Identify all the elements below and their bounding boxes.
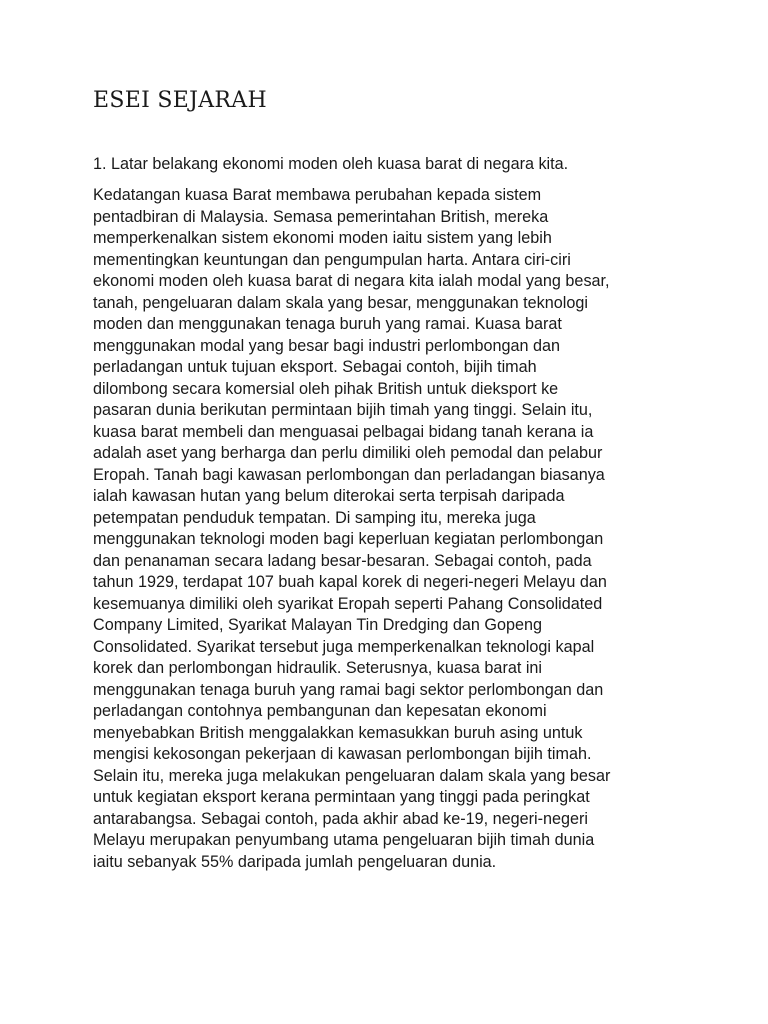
paragraph-line: perladangan contohnya pembangunan dan kepesatan ekonomi <box>93 702 547 720</box>
paragraph-line: adalah aset yang berharga dan perlu dimiliki oleh pemodal dan pelabur <box>93 444 603 462</box>
paragraph-line: untuk kegiatan eksport kerana permintaan yang tinggi pada peringkat <box>93 788 590 806</box>
paragraph-line: iaitu sebanyak 55% daripada jumlah pengeluaran dunia. <box>93 852 497 871</box>
paragraph-line: moden dan menggunakan tenaga buruh yang ramai. Kuasa barat <box>93 315 562 333</box>
paragraph-line: Melayu merupakan penyumbang utama pengeluaran bijih timah dunia <box>93 831 595 849</box>
paragraph-line: mementingkan keuntungan dan pengumpulan harta. Antara ciri-ciri <box>93 250 571 269</box>
paragraph-line: antarabangsa. Sebagai contoh, pada akhir abad ke-19, negeri-negeri <box>93 809 588 828</box>
paragraph-line: mengisi kekosongan pekerjaan di kawasan perlombongan bijih timah. <box>93 745 592 763</box>
paragraph-line: kesemuanya dimiliki oleh syarikat Eropah seperti Pahang Consolidated <box>93 594 603 613</box>
paragraph-line: kuasa barat membeli dan menguasai pelbagai bidang tanah kerana ia <box>93 422 594 441</box>
paragraph-line: memperkenalkan sistem ekonomi moden iaitu sistem yang lebih <box>93 229 552 247</box>
paragraph-line: Eropah. Tanah bagi kawasan perlombongan dan perladangan biasanya <box>93 465 605 484</box>
paragraph-line: tanah, pengeluaran dalam skala yang besar, menggunakan teknologi <box>93 293 588 312</box>
document-title: ESEI SEJARAH <box>93 88 267 113</box>
body-paragraph <box>93 185 683 873</box>
paragraph-line: Selain itu, mereka juga melakukan pengeluaran dalam skala yang besar <box>93 766 611 785</box>
paragraph-line: korek dan perlombongan hidraulik. Seterusnya, kuasa barat ini <box>93 659 543 677</box>
paragraph-line: Company Limited, Syarikat Malayan Tin Dredging dan Gopeng <box>93 616 542 634</box>
paragraph-line: Consolidated. Syarikat tersebut juga memperkenalkan teknologi kapal <box>93 637 595 656</box>
paragraph-line: pentadbiran di Malaysia. Semasa pemerintahan British, mereka <box>93 207 549 226</box>
paragraph-line: petempatan penduduk tempatan. Di samping itu, mereka juga <box>93 508 536 527</box>
paragraph-line: pasaran dunia berikutan permintaan bijih timah yang tinggi. Selain itu, <box>93 401 593 419</box>
section-heading: 1. Latar belakang ekonomi moden oleh kuasa barat di negara kita. <box>93 155 569 173</box>
paragraph-line: tahun 1929, terdapat 107 buah kapal korek di negeri-negeri Melayu dan <box>93 573 607 591</box>
paragraph-line: ekonomi moden oleh kuasa barat di negara kita ialah modal yang besar, <box>93 272 610 290</box>
paragraph-line: menggunakan modal yang besar bagi industri perlombongan dan <box>93 336 561 355</box>
paragraph-line: menggunakan tenaga buruh yang ramai bagi sektor perlombongan dan <box>93 680 604 699</box>
paragraph-line: perladangan untuk tujuan eksport. Sebagai contoh, bijih timah <box>93 358 537 376</box>
paragraph-line: Kedatangan kuasa Barat membawa perubahan kepada sistem <box>93 186 542 204</box>
paragraph-line: ialah kawasan hutan yang belum diterokai serta terpisah daripada <box>93 487 565 505</box>
paragraph-line: menyebabkan British menggalakkan kemasukkan buruh asing untuk <box>93 723 583 742</box>
paragraph-line: dan penanaman secara ladang besar-besaran. Sebagai contoh, pada <box>93 551 592 570</box>
paragraph-line: menggunakan teknologi moden bagi keperluan kegiatan perlombongan <box>93 530 604 548</box>
paragraph-line: dilombong secara komersial oleh pihak British untuk dieksport ke <box>93 379 559 398</box>
